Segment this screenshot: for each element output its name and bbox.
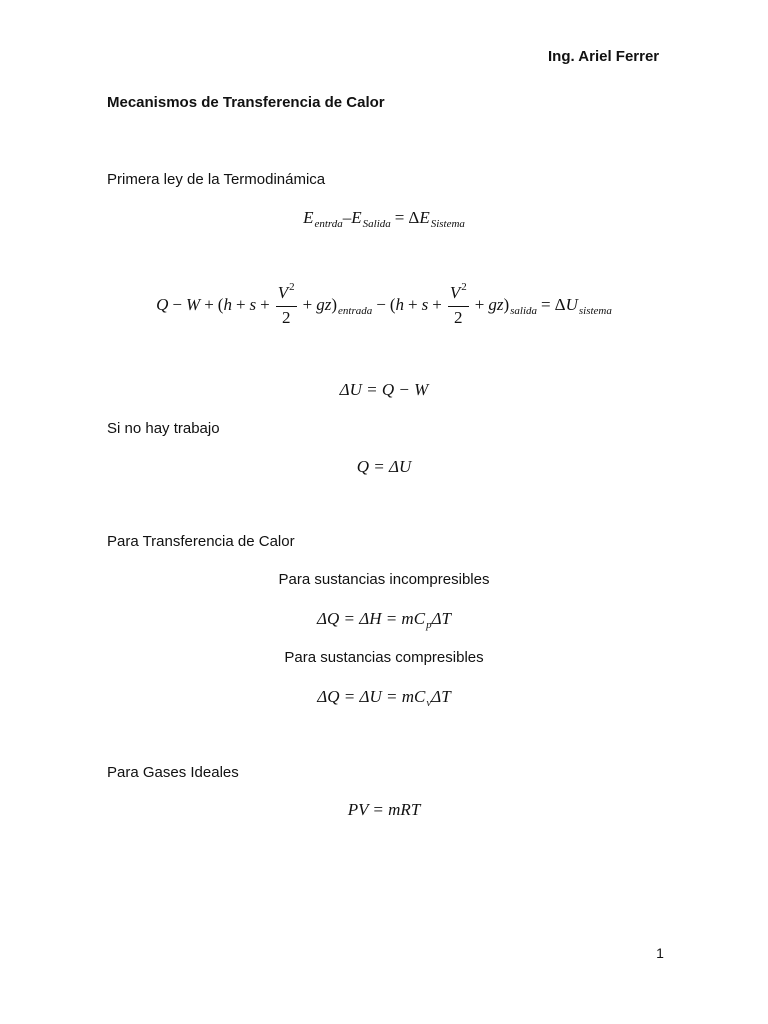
incompressible-left: ΔQ = ΔH = mC [316,609,426,628]
specific-heat-subscript-v: v [426,697,432,709]
delta-symbol: Δ [554,295,566,314]
energy-balance-equation [0,206,768,230]
open-parenthesis: ( [217,295,224,314]
q-delta-u-equation [0,455,768,479]
close-parenthesis: ) [503,295,510,314]
plus-sign: + [260,295,270,314]
minus-sign: − [172,295,183,314]
compressible-left: ΔQ = ΔU = mC [317,687,426,706]
square-exponent: 2 [289,281,295,293]
minus-sign: – [342,208,352,227]
system-subscript: sistema [578,305,612,317]
energy-symbol-exit: E [351,208,362,227]
entry-subscript: entrda [314,218,343,230]
section-heading-primera-ley: Primera ley de la Termodinámica [107,171,326,188]
author-header: Ing. Ariel Ferrer [548,48,660,65]
delta-symbol: Δ [408,208,420,227]
enthalpy-symbol: h [223,295,232,314]
energy-symbol-system: E [419,208,430,227]
section-heading-ideal-gases: Para Gases Ideales [107,764,239,781]
ideal-gas-equation [0,798,768,822]
plus-sign: + [474,295,485,314]
incompressible-equation [0,607,768,631]
equals-sign: = [541,295,551,314]
section-heading-heat-transfer: Para Transferencia de Calor [107,533,295,550]
heat-symbol: Q [156,295,169,314]
fraction-numerator [448,282,469,307]
system-subscript: Sistema [430,218,465,230]
potential-energy-term: gz [316,295,332,314]
q-delta-u-math: Q = ΔU [356,457,412,476]
first-law-math [156,282,612,328]
entropy-symbol: s [249,295,257,314]
page-number: 1 [656,945,664,961]
incompressible-math [317,607,451,631]
fraction-denominator: 2 [454,308,463,327]
exit-subscript: Salida [362,218,391,230]
potential-energy-term: gz [488,295,504,314]
entropy-symbol: s [421,295,429,314]
velocity-symbol: V [449,283,461,302]
plus-sign: + [204,295,214,314]
fraction-denominator: 2 [281,308,291,327]
plus-sign: + [408,295,418,314]
entry-subscript: entrada [338,305,373,317]
specific-heat-subscript-p: p [426,619,432,631]
plus-sign: + [302,295,313,314]
work-symbol: W [186,295,201,314]
compressible-math [317,685,450,709]
plus-sign: + [432,295,442,314]
square-exponent: 2 [461,281,467,293]
document-title: Mecanismos de Transferencia de Calor [107,94,385,111]
compressible-equation [0,685,768,709]
energy-balance-math [303,206,465,230]
energy-symbol-entry: E [303,208,314,227]
delta-u-equation [0,378,768,402]
section-heading-no-work: Si no hay trabajo [107,420,220,437]
internal-energy-symbol: U [565,295,578,314]
delta-u-math: ΔU = Q − W [339,380,429,399]
first-law-equation [0,282,768,328]
compressible-heading: Para sustancias compresibles [284,649,484,666]
close-parenthesis: ) [331,295,338,314]
ideal-gas-math: PV = mRT [347,800,421,819]
open-parenthesis: ( [389,295,396,314]
minus-sign: − [376,295,386,314]
velocity-squared-fraction [276,282,297,328]
enthalpy-symbol: h [395,295,405,314]
incompressible-right: ΔT [431,609,451,628]
incompressible-heading: Para sustancias incompresibles [278,571,490,588]
fraction-numerator [276,282,297,307]
exit-subscript: salida [510,305,538,317]
velocity-squared-fraction [448,282,469,328]
velocity-symbol: V [277,283,289,302]
plus-sign: + [235,295,246,314]
compressible-right: ΔT [431,687,451,706]
equals-sign: = [394,208,405,227]
